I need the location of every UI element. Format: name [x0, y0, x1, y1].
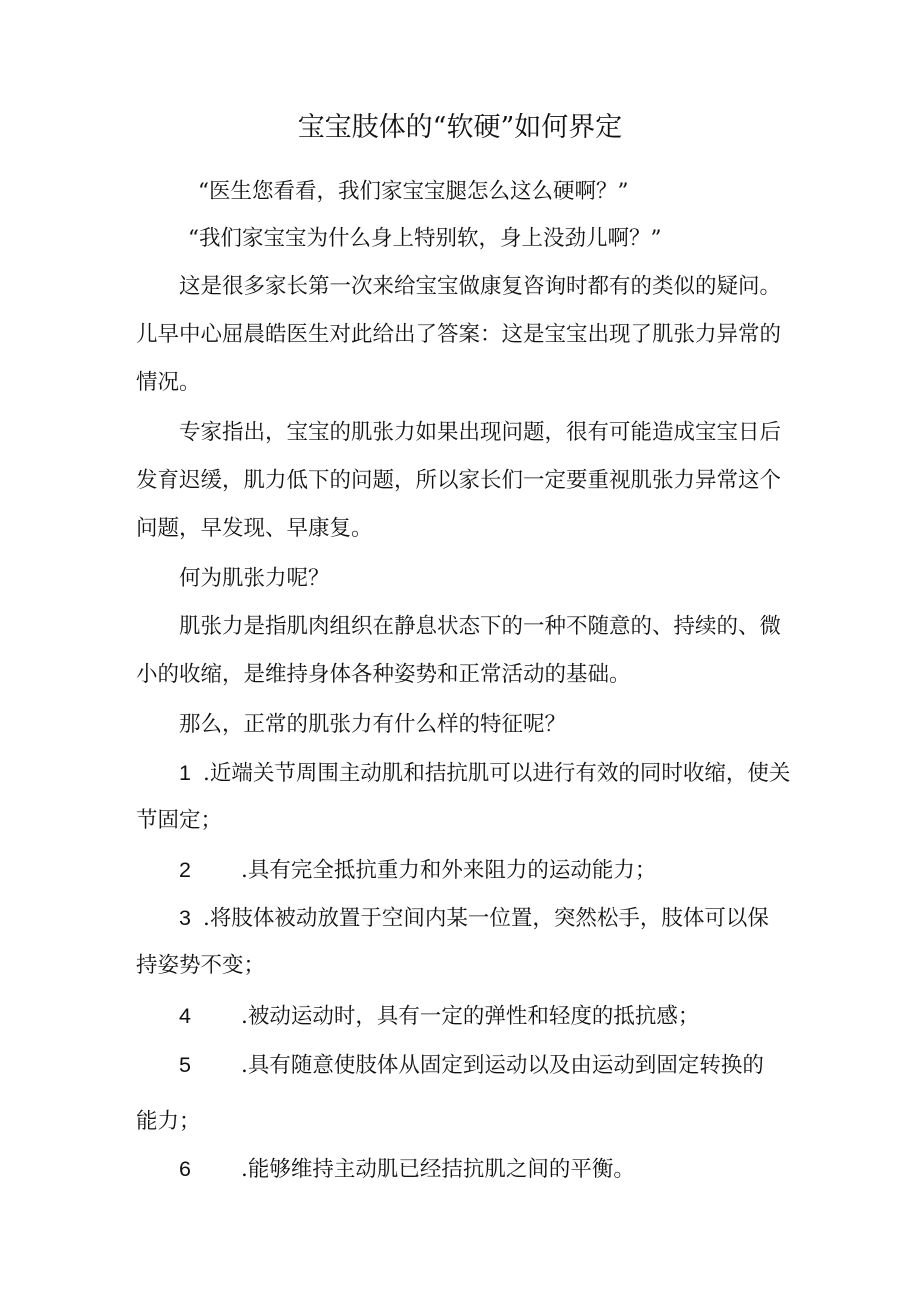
document-title: 宝宝肢体的“软硬”如何界定: [297, 112, 623, 143]
list-item-1: [179, 749, 835, 798]
list-item-1-cont: 节固定；: [136, 808, 223, 833]
list-item-text: .近端关节周围主动肌和拮抗肌可以进行有效的同时收缩，使关: [203, 761, 791, 786]
list-item-text: .被动运动时，具有一定的弹性和轻度的抵抗感；: [241, 1004, 700, 1029]
question-what-is-muscle-tone: 何为肌张力呢？: [179, 566, 330, 591]
para2-line3: 问题，早发现、早康复。: [136, 516, 373, 541]
list-item-5: [179, 1041, 835, 1090]
list-item-4: [179, 992, 835, 1041]
list-item-5-cont: 能力；: [136, 1109, 201, 1134]
list-item-number: 2: [179, 858, 191, 882]
list-item-text: .将肢体被动放置于空间内某一位置，突然松手，肢体可以保: [203, 906, 769, 931]
list-item-6: [179, 1145, 835, 1194]
para3-line2: 小的收缩，是维持身体各种姿势和正常活动的基础。: [136, 662, 631, 687]
question-normal-features: 那么，正常的肌张力有什么样的特征呢？: [179, 712, 567, 737]
list-item-number: 4: [179, 1004, 191, 1028]
list-item-3-cont: 持姿势不变；: [136, 953, 266, 978]
list-item-2: [179, 846, 835, 895]
list-item-3: [179, 894, 835, 943]
list-item-number: 1: [179, 761, 191, 785]
para3-line1: 肌张力是指肌肉组织在静息状态下的一种不随意的、持续的、微: [179, 614, 782, 639]
para1-line3: 情况。: [136, 370, 201, 395]
list-item-text: .能够维持主动肌已经拮抗肌之间的平衡。: [241, 1157, 635, 1182]
quote-2: “我们家宝宝为什么身上特别软，身上没劲儿啊？”: [188, 226, 662, 251]
list-item-text: .具有随意使肢体从固定到运动以及由运动到固定转换的: [241, 1053, 764, 1078]
list-item-number: 6: [179, 1157, 191, 1181]
para2-line2: 发育迟缓，肌力低下的问题，所以家长们一定要重视肌张力异常这个: [136, 468, 782, 493]
quote-1: “医生您看看，我们家宝宝腿怎么这么硬啊？”: [198, 179, 629, 204]
list-item-text: .具有完全抵抗重力和外来阻力的运动能力；: [241, 858, 657, 883]
para2-line1: 专家指出，宝宝的肌张力如果出现问题，很有可能造成宝宝日后: [179, 420, 782, 445]
para1-line2: 儿早中心屈晨皓医生对此给出了答案：这是宝宝出现了肌张力异常的: [136, 322, 782, 347]
para1-line1: 这是很多家长第一次来给宝宝做康复咨询时都有的类似的疑问。: [179, 274, 782, 299]
list-item-number: 3: [179, 906, 191, 930]
list-item-number: 5: [179, 1053, 191, 1077]
